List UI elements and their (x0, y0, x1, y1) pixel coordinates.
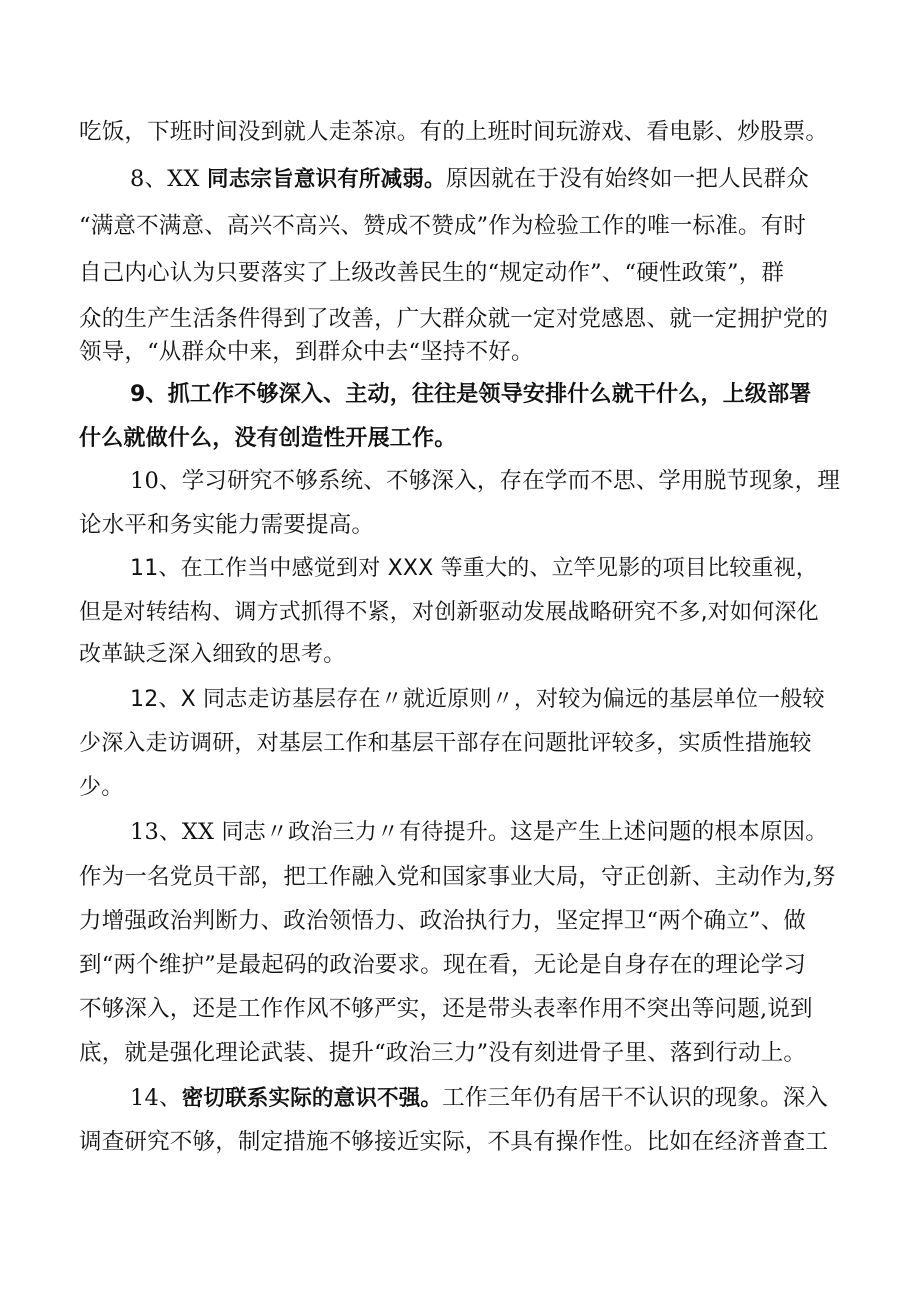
paragraph-13-line-4: 到“两个维护”是最起码的政治要求。现在看，无论是自身存在的理论学习 (79, 952, 807, 978)
paragraph-10-line-1: 10、学习研究不够系统、不够深入，存在学而不思、学用脱节现象，理 (130, 468, 841, 494)
paragraph-13-line-1 (130, 817, 828, 848)
paragraph-13-line-5: 不够深入，还是工作作风不够严实，还是带头表率作用不突出等问题,说到 (79, 996, 813, 1022)
item-heading: 同志〃政治三力〃有待提升。 (221, 820, 511, 845)
paragraph-11-line-3: 改革缺乏深入细致的思考。 (79, 642, 346, 667)
paragraph-8-line-2: “满意不满意、高兴不高兴、赞成不赞成”作为检验工作的唯一标准。有时 (79, 213, 807, 239)
paragraph-11-line-1: 11、在工作当中感觉到对 XXX 等重大的、立竿见影的项目比较重视， (130, 556, 818, 581)
paragraph-9-line-1: 9、抓工作不够深入、主动，往往是领导安排什么就干什么，上级部署 (130, 382, 812, 407)
paragraph-12-line-1: 12、X 同志走访基层存在〃就近原则〃，对较为偏远的基层单位一般较 (130, 687, 825, 712)
paragraph-8-line-5: 领导，“从群众中来，到群众中去“坚持不好。 (79, 339, 534, 365)
paragraph-14-line-1 (130, 1083, 828, 1114)
paragraph-8-line-4: 众的生产生活条件得到了改善，广大群众就一定对党感恩、就一定拥护党的 (79, 306, 829, 332)
paragraph-13-line-2: 作为一名党员干部，把工作融入党和国家事业大局，守正创新、主动作为,努 (79, 864, 836, 890)
paragraph-9-line-2: 什么就做什么，没有创造性开展工作。 (79, 426, 457, 451)
paragraph-text: 原因就在于没有始终如一把人民群众 (445, 166, 809, 192)
item-number: 13、XX (130, 819, 222, 845)
item-number: 8、XX (130, 166, 208, 192)
item-number: 14、 (130, 1085, 182, 1111)
paragraph-7-tail: 吃饭，下班时间没到就人走茶凉。有的上班时间玩游戏、看电影、炒股票。 (79, 119, 829, 145)
paragraph-11-line-2: 但是对转结构、调方式抓得不紧，对创新驱动发展战略研究不多,对如何深化 (79, 600, 819, 625)
paragraph-8-line-3: 自己内心认为只要落实了上级改善民生的“规定动作”、“硬性政策”，群 (79, 260, 785, 286)
paragraph-13-line-3: 力增强政治判断力、政治领悟力、政治执行力，坚定捍卫“两个确立”、做 (79, 908, 807, 934)
paragraph-12-line-2: 少深入走访调研，对基层工作和基层干部存在问题批评较多，实质性措施较 (79, 731, 812, 756)
paragraph-13-line-6: 底，就是强化理论武装、提升“政治三力”没有刻进骨子里、落到行动上。 (79, 1040, 807, 1066)
item-heading: 密切联系实际的意识不强。 (181, 1086, 443, 1111)
item-heading: 同志宗旨意识有所减弱。 (207, 167, 446, 192)
paragraph-14-line-2: 调查研究不够，制定措施不够接近实际，不具有操作性。比如在经济普查工 (79, 1129, 829, 1155)
paragraph-8-line-1 (130, 164, 809, 195)
paragraph-12-line-3: 少。 (79, 775, 124, 800)
paragraph-text: 工作三年仍有居干不认识的现象。深入 (442, 1085, 829, 1111)
paragraph-text: 这是产生上述问题的根本原因。 (510, 819, 828, 845)
paragraph-10-line-2: 论水平和务实能力需要提高。 (79, 512, 375, 538)
